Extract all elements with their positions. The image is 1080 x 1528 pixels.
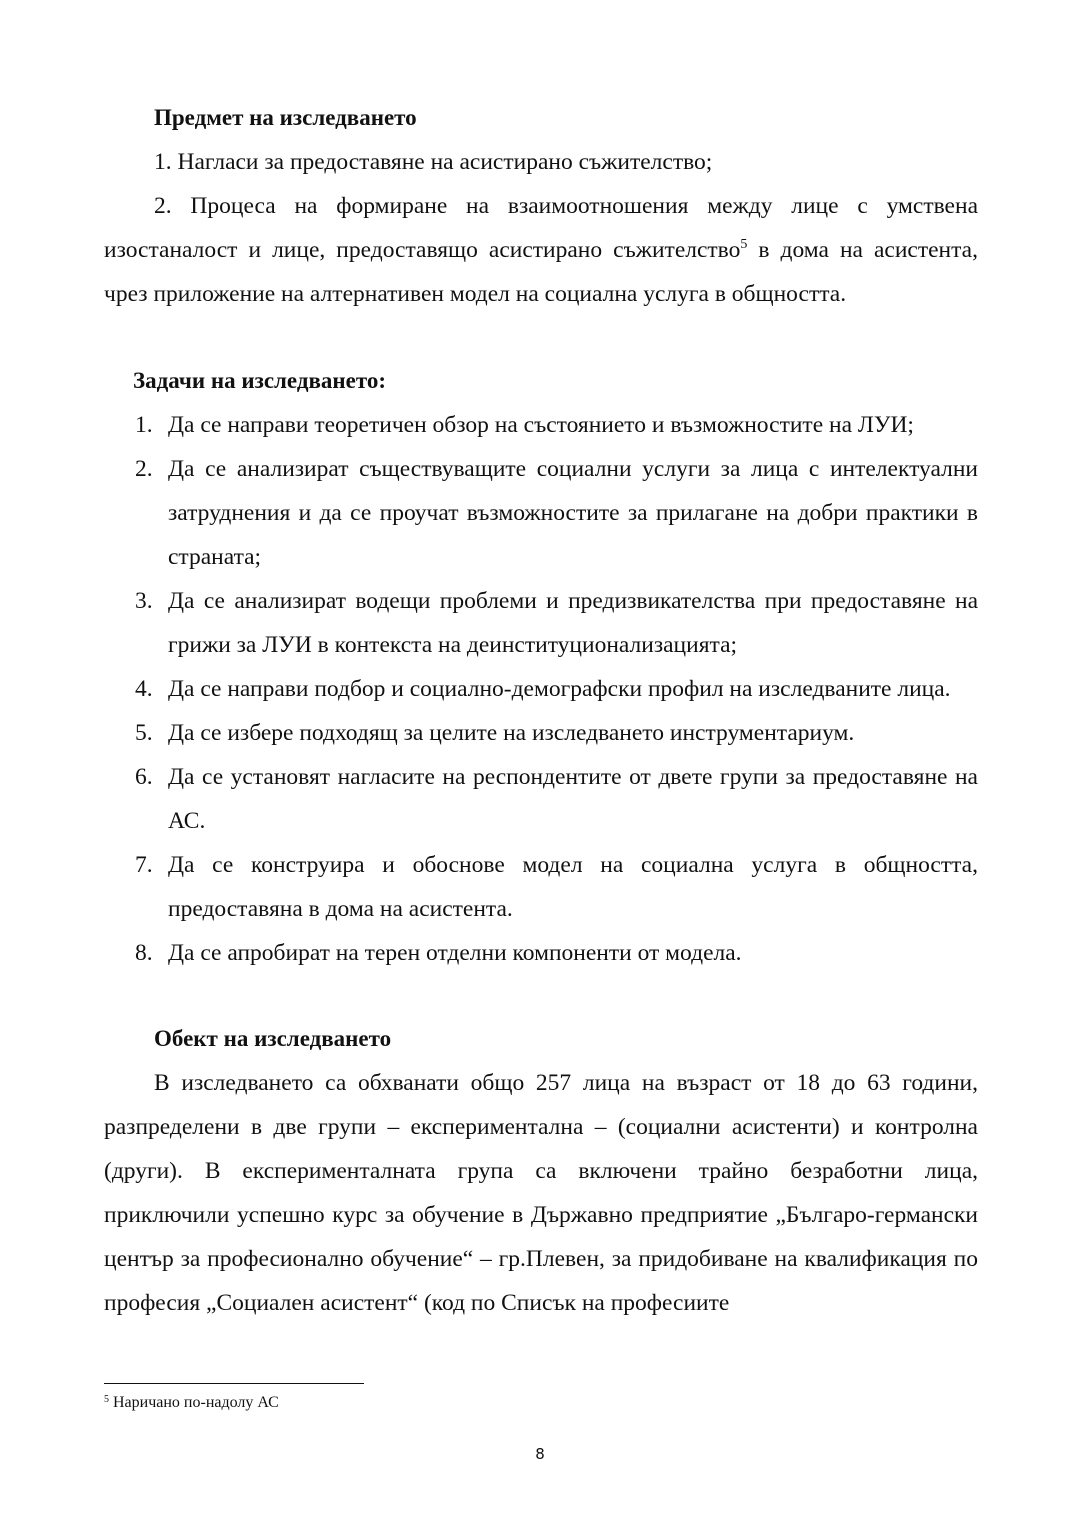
list-item-text: Да се избере подходящ за целите на изследването инструментариум. — [168, 720, 855, 746]
list-item-text: Да се направи подбор и социално-демографски профил на изследваните лица. — [168, 676, 951, 702]
list-number: 6. — [135, 764, 153, 790]
list-number: 1. — [135, 412, 153, 438]
subject-item-1: 1. Нагласи за предоставяне на асистирано съжителство; — [154, 149, 713, 175]
tasks-heading: Задачи на изследването: — [133, 368, 387, 393]
list-number: 3. — [135, 588, 153, 614]
list-item — [104, 931, 978, 975]
list-number: 8. — [135, 940, 153, 966]
footnote-text: Наричано по-надолу АС — [109, 1394, 279, 1411]
subject-item-2-before: 2. Процеса на формиране на взаимоотношения между лице с умствена изостаналост и лице, предоставящо асистирано съжителство — [104, 193, 978, 263]
list-item-text: Да се установят нагласите на респондентите от двете групи за предоставяне на АС. — [168, 764, 978, 834]
subject-item-2-after: в дома на асистента, чрез приложение на алтернативен модел на социална услуга в общността. — [104, 237, 978, 307]
subject-item-2-block — [104, 184, 978, 316]
list-number: 4. — [135, 676, 153, 702]
object-paragraph: В изследването са обхванати общо 257 лица на възраст от 18 до 63 години, разпределени в две групи – експериментална – (социални асистенти) и контролна (други). В експерименталната група са включени трайно безработни лица, приключили успешно курс за обучение в Държавно предприятие „Българо-германски център за професионално обучение“ – гр.Плевен, за придобиване на квалификация по професия „Социален асистент“ (код по Списък на професиите — [104, 1070, 978, 1316]
subject-heading: Предмет на изследването — [154, 105, 417, 130]
object-heading: Обект на изследването — [154, 1026, 392, 1051]
footnote-separator — [104, 1383, 364, 1384]
footnote-marker: 5 — [104, 1394, 109, 1405]
object-paragraph-block — [104, 1061, 978, 1325]
list-item — [104, 755, 978, 843]
list-item-text: Да се апробират на терен отделни компоненти от модела. — [168, 940, 742, 966]
subject-item-2 — [104, 184, 978, 316]
list-item — [104, 403, 978, 447]
footnote — [104, 1393, 279, 1413]
list-item — [104, 843, 978, 931]
list-item — [104, 667, 978, 711]
subject-item-1-block — [104, 140, 978, 184]
list-number: 7. — [135, 852, 153, 878]
list-number: 5. — [135, 720, 153, 746]
list-item — [104, 579, 978, 667]
list-number: 2. — [135, 456, 153, 482]
page-number: 8 — [535, 1445, 545, 1463]
list-item-text: Да се направи теоретичен обзор на състоянието и възможностите на ЛУИ; — [168, 412, 914, 438]
tasks-list — [104, 403, 978, 975]
list-item — [104, 447, 978, 579]
list-item-text: Да се анализират водещи проблеми и предизвикателства при предоставяне на грижи за ЛУИ в контекста на деинституционализацията; — [168, 588, 978, 658]
list-item-text: Да се анализират съществуващите социални услуги за лица с интелектуални затруднения и да се проучат възможностите за прилагане на добри практики в страната; — [168, 456, 978, 570]
list-item — [104, 711, 978, 755]
list-item-text: Да се конструира и обоснове модел на социална услуга в общността, предоставяна в дома на асистента. — [168, 852, 978, 922]
footnote-reference: 5 — [740, 237, 748, 252]
